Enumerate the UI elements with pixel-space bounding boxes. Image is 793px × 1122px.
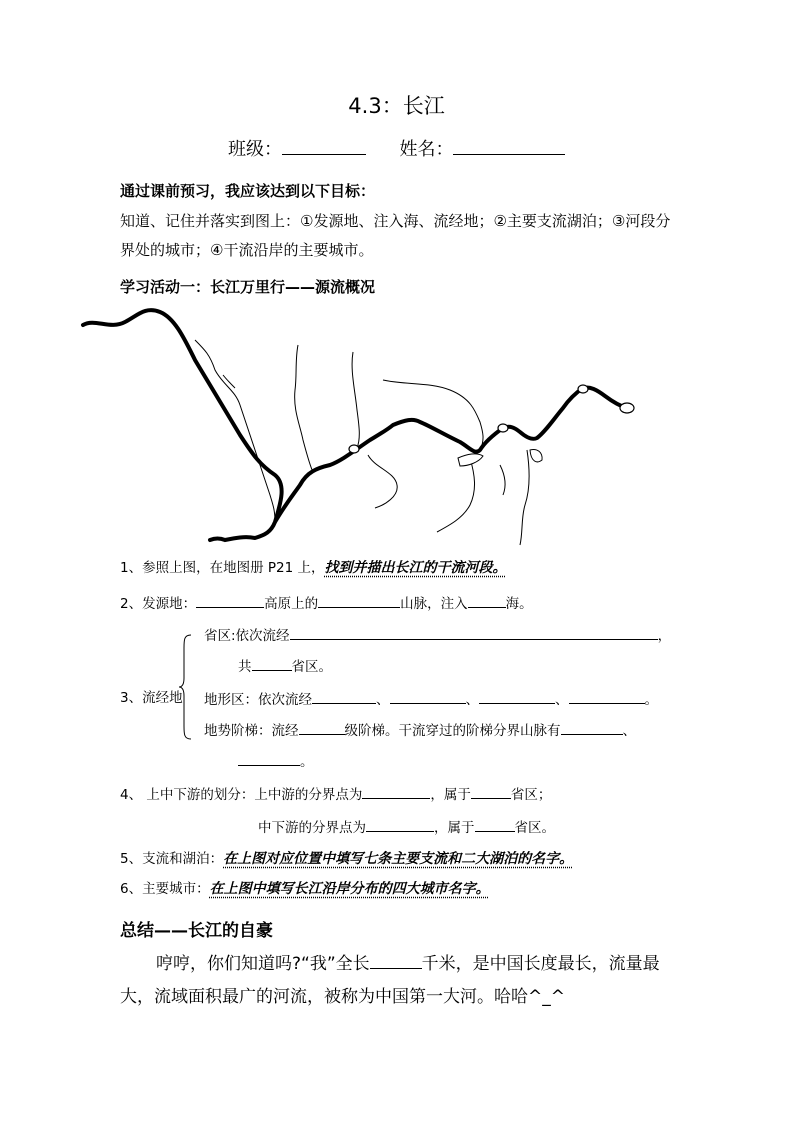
- steps-sep: 、: [622, 723, 636, 739]
- upper-middle-point-blank[interactable]: [362, 782, 430, 799]
- upper-middle-province-blank[interactable]: [471, 782, 511, 799]
- question-5: [120, 847, 573, 868]
- terrain-sep: 、: [465, 692, 479, 708]
- city-marker: [498, 424, 508, 432]
- terrain-blank[interactable]: [390, 687, 466, 704]
- terrain-label: 地形区：依次流经: [204, 692, 312, 708]
- steps-count-blank[interactable]: [299, 718, 345, 735]
- province-count-blank[interactable]: [252, 654, 292, 671]
- goals-text: 知道、记住并落实到图上：①发源地、注入海、流经地；②主要支流湖泊；③河段分界处的城市；④干流沿岸的主要城市。: [120, 212, 671, 259]
- city-marker: [578, 385, 588, 393]
- name-blank[interactable]: [453, 138, 565, 155]
- class-name-line: [228, 135, 565, 161]
- tributary-line: [437, 458, 475, 532]
- tributary-line: [352, 352, 359, 448]
- province-total-line: [238, 654, 332, 675]
- terrain-blank[interactable]: [569, 687, 645, 704]
- question-4-belong: ，属于: [430, 787, 471, 803]
- summary-text-b: 千米，是中国长度最长，流量最大，流域面积最广的河流，被称为中国第一大河。哈哈^_^: [120, 954, 660, 1007]
- question-1-prefix: 1、参照上图，在地图册 P21 上，: [120, 560, 325, 576]
- question-4-end-1: 省区；: [510, 787, 552, 803]
- question-4-belong: ，属于: [434, 820, 475, 836]
- tributary-line: [295, 345, 313, 472]
- summary-heading: 总结——长江的自豪: [120, 921, 273, 941]
- question-2-label: 2、发源地：: [120, 596, 197, 612]
- question-4-end-2: 省区。: [514, 820, 555, 836]
- question-1: [120, 556, 507, 577]
- steps-end: 。: [300, 754, 314, 770]
- province-total-prefix: 共: [238, 659, 252, 675]
- mountain-boundary-blank[interactable]: [238, 749, 300, 766]
- terrain-end: 。: [644, 692, 658, 708]
- terrain-sep: 、: [555, 692, 569, 708]
- question-6-prefix: 6、主要城市：: [120, 881, 210, 897]
- steps-line-2: [238, 749, 314, 770]
- class-label: 班级：: [228, 139, 282, 160]
- question-2-text-b: 高原上的: [264, 596, 319, 612]
- terrain-blank[interactable]: [312, 687, 376, 704]
- summary-text-a: 哼哼，你们知道吗?“我”全长: [156, 954, 370, 974]
- yangtze-river-map: [75, 300, 675, 550]
- question-2: [120, 591, 533, 612]
- question-5-prefix: 5、支流和湖泊：: [120, 851, 224, 867]
- steps-text: 级阶梯。干流穿过的阶梯分界山脉有: [344, 723, 561, 739]
- sea-blank[interactable]: [468, 591, 506, 608]
- tributary-line: [368, 455, 397, 508]
- page-title: 4.3：长江: [348, 94, 445, 118]
- question-2-text-d: 海。: [505, 596, 533, 612]
- length-blank[interactable]: [370, 950, 422, 969]
- question-5-emphasis: 在上图对应位置中填写七条主要支流和二大湖泊的名字。: [223, 851, 574, 867]
- terrain-line: [204, 687, 658, 708]
- main-river-line: [83, 310, 627, 540]
- mountain-blank[interactable]: [318, 591, 400, 608]
- city-marker: [349, 445, 359, 453]
- middle-lower-province-blank[interactable]: [475, 815, 515, 832]
- tributary-line: [195, 340, 275, 522]
- question-4-line-1: [120, 782, 551, 803]
- class-blank[interactable]: [282, 138, 366, 155]
- province-total-suffix: 省区。: [291, 659, 332, 675]
- plateau-blank[interactable]: [196, 591, 264, 608]
- question-6: [120, 877, 490, 898]
- province-blank[interactable]: [290, 623, 658, 640]
- tributary-line: [383, 380, 483, 450]
- province-label: 省区:依次流经: [204, 628, 290, 644]
- terrain-sep: 、: [376, 692, 390, 708]
- lake-shape: [530, 449, 542, 461]
- tributary-line: [500, 465, 505, 495]
- question-4-line-2-label: 中下游的分界点为: [258, 820, 366, 836]
- goals-heading: 通过课前预习，我应该达到以下目标：: [120, 182, 376, 200]
- question-4-line-2: [258, 815, 555, 836]
- activity-heading: 学习活动一：长江万里行——源流概况: [120, 278, 376, 296]
- terrain-blank[interactable]: [479, 687, 555, 704]
- city-marker: [620, 403, 634, 413]
- province-comma: ，: [657, 628, 672, 644]
- steps-label: 地势阶梯：流经: [204, 723, 299, 739]
- lake-shape: [458, 454, 483, 466]
- mountain-boundary-blank[interactable]: [561, 718, 623, 735]
- middle-lower-point-blank[interactable]: [366, 815, 434, 832]
- steps-line: [204, 718, 636, 739]
- question-1-emphasis: 找到并描出长江的干流河段。: [324, 560, 507, 576]
- tributary-line: [223, 375, 235, 388]
- question-2-text-c: 山脉，注入: [400, 596, 468, 612]
- province-line: [204, 623, 671, 644]
- question-6-emphasis: 在上图中填写长江沿岸分布的四大城市名字。: [209, 881, 490, 897]
- question-4-prefix: 4、 上中下游的划分：上中游的分界点为: [120, 787, 363, 803]
- question-3-label: 3、流经地: [120, 690, 183, 706]
- summary-text: [120, 948, 680, 1014]
- tributary-line: [520, 450, 529, 545]
- name-label: 姓名：: [399, 139, 454, 160]
